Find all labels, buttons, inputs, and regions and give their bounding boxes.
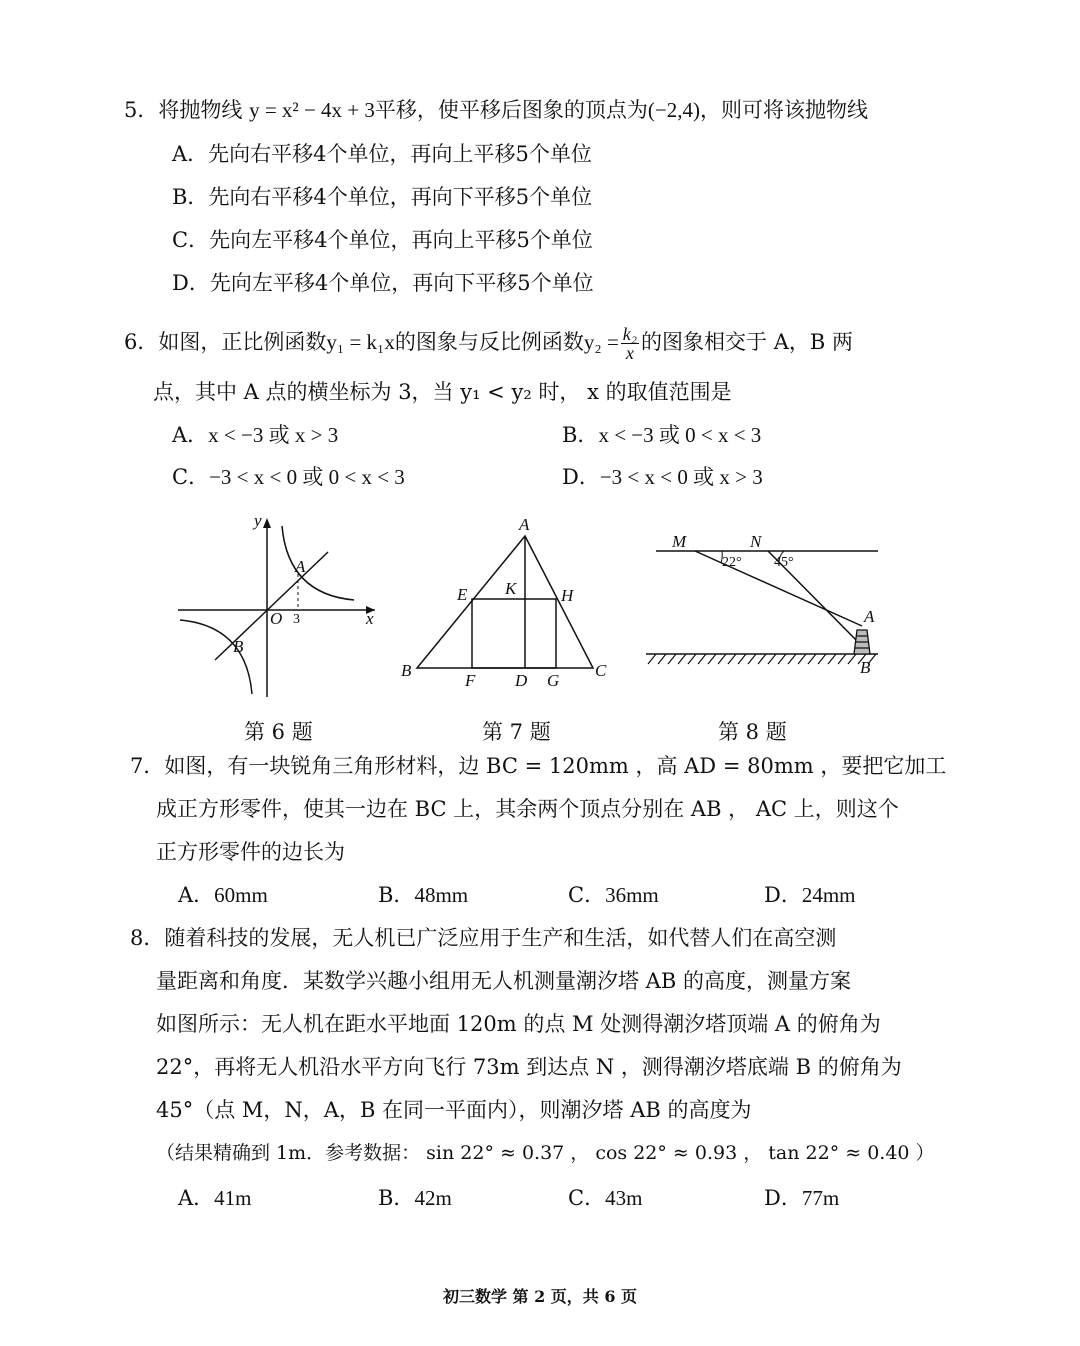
label-d: D (515, 671, 528, 690)
q7-option-d[interactable]: D．24mm (764, 883, 856, 907)
q8-option-b[interactable]: B．42m (378, 1186, 452, 1210)
q8-stem-line4: 22°，再将无人机沿水平方向飞行 73m 到达点 N ，测得潮汐塔底端 B 的俯角为 (156, 1055, 902, 1079)
hyperbola-branch-1 (282, 526, 354, 600)
ground-hatching (648, 654, 876, 664)
q6-option-a[interactable]: A．x < −3 或 x > 3 (172, 423, 339, 447)
hyperbola-branch-2 (180, 620, 252, 694)
q7-stem-line2: 成正方形零件，使其一边在 BC 上，其余两个顶点分别在 AB ， AC 上，则这个 (156, 797, 899, 821)
q8-option-a[interactable]: A．41m (178, 1186, 252, 1210)
label-three: 3 (293, 612, 300, 627)
label-k: K (505, 579, 517, 598)
q6-fraction: $\frac{\text{k₂}}{x}$ (622, 324, 638, 363)
label-angle-22: 22° (722, 555, 742, 570)
q5-option-b[interactable]: B．先向右平移4个单位，再向下平移5个单位 (172, 185, 593, 209)
label-e: E (457, 585, 468, 604)
label-m: M (672, 532, 687, 551)
q6-option-d[interactable]: D．−3 < x < 0 或 x > 3 (562, 465, 763, 489)
q6-option-c[interactable]: C．−3 < x < 0 或 0 < x < 3 (172, 465, 405, 489)
q5-option-c[interactable]: C．先向左平移4个单位，再向上平移5个单位 (172, 228, 593, 252)
figure-7 (395, 512, 620, 694)
square-efgh (472, 599, 556, 668)
page-footer: 初三数学 第 2 页，共 6 页 (442, 1287, 638, 1306)
q8-stem-line2: 量距离和角度．某数学兴趣小组用无人机测量潮汐塔 AB 的高度，测量方案 (156, 969, 851, 993)
q5-equation: y = x² − 4x + 3 (249, 98, 375, 122)
label-h: H (561, 586, 574, 605)
label-angle-45: 45° (774, 555, 794, 570)
label-a: A (519, 515, 530, 534)
caption-fig7: 第 7 题 (482, 720, 551, 744)
q8-reference-data: （结果精确到 1m．参考数据： sin 22° ≈ 0.37 ， cos 22° ≈ 0.93 ， tan 22° ≈ 0.40 ） (156, 1142, 935, 1164)
label-b: B (401, 661, 412, 680)
q7-option-c[interactable]: C．36mm (568, 883, 659, 907)
label-b: B (860, 658, 871, 677)
q8-option-d[interactable]: D．77m (764, 1186, 840, 1210)
q5-vertex: (−2,4) (647, 98, 700, 122)
label-g: G (547, 671, 560, 690)
figure-8 (640, 526, 885, 684)
label-f: F (465, 671, 476, 690)
q5-option-a[interactable]: A．先向右平移4个单位，再向上平移5个单位 (172, 142, 592, 166)
q8-stem-line1: 8．随着科技的发展，无人机已广泛应用于生产和生活，如代替人们在高空测 (130, 926, 837, 950)
label-origin: O (270, 609, 283, 628)
label-a: A (295, 557, 306, 576)
q7-option-b[interactable]: B．48mm (378, 883, 469, 907)
q6-stem-line2: 点，其中 A 点的横坐标为 3，当 y₁ < y₂ 时， x 的取值范围是 (153, 380, 732, 404)
q5-stem: 5．将抛物线 y = x² − 4x + 3平移，使平移后图象的顶点为(−2,4)，则可将该抛物线 (124, 98, 868, 122)
q8-option-c[interactable]: C．43m (568, 1186, 643, 1210)
q5-option-d[interactable]: D．先向左平移4个单位，再向下平移5个单位 (172, 271, 594, 295)
q7-stem-line1: 7．如图，有一块锐角三角形材料，边 BC = 120mm ，高 AD = 80mm ，要把它加工 (130, 754, 947, 778)
q7-stem-line3: 正方形零件的边长为 (156, 840, 345, 864)
caption-fig8: 第 8 题 (718, 720, 787, 744)
q7-option-a[interactable]: A．60mm (178, 883, 268, 907)
label-x: x (366, 609, 374, 628)
q8-stem-line5: 45°（点 M，N，A，B 在同一平面内），则潮汐塔 AB 的高度为 (156, 1098, 752, 1122)
q6-stem-line1: 6．如图，正比例函数y₁ = k₁x的图象与反比例函数y₂ = $\frac{\text{k₂}}{x}$ 的图象相交于 A，B 两 (124, 324, 853, 363)
q6-linear-function: y₁ = k₁x (326, 330, 395, 354)
caption-fig6: 第 6 题 (244, 720, 313, 744)
line-y1 (215, 552, 328, 660)
label-y: y (254, 512, 262, 530)
tide-tower (854, 630, 870, 654)
label-c: C (595, 661, 607, 680)
figure-6 (170, 512, 385, 702)
label-n: N (750, 532, 762, 551)
y-axis-arrow (263, 518, 271, 528)
q8-stem-line3: 如图所示：无人机在距水平地面 120m 的点 M 处测得潮汐塔顶端 A 的俯角为 (156, 1012, 881, 1036)
q6-option-b[interactable]: B．x < −3 或 0 < x < 3 (562, 423, 762, 447)
label-b: B (233, 637, 244, 656)
label-a: A (864, 607, 875, 626)
